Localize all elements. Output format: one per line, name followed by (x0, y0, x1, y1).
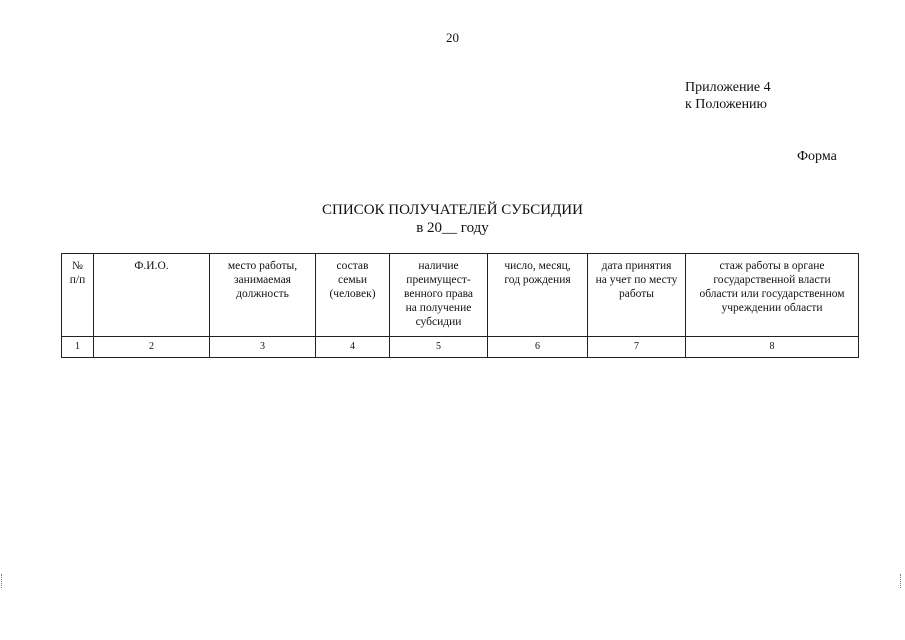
form-label: Форма (797, 149, 837, 164)
header-cell-registration-date: дата принятия на учет по месту работы (588, 254, 686, 337)
column-number-cell: 6 (488, 337, 588, 358)
column-number-cell: 5 (390, 337, 488, 358)
header-cell-birth-date: число, месяц, год рождения (488, 254, 588, 337)
header-cell-priority-right: наличие преимущест- венного права на получение субсидии (390, 254, 488, 337)
header-cell-name: Ф.И.О. (94, 254, 210, 337)
scan-margin-mark-left (1, 574, 5, 588)
appendix-reference (685, 79, 771, 113)
column-number-cell: 7 (588, 337, 686, 358)
document-title (0, 201, 905, 237)
header-cell-number: № п/п (62, 254, 94, 337)
column-number-cell: 3 (210, 337, 316, 358)
title-line-2: в 20__ году (416, 220, 489, 236)
title-line-1: СПИСОК ПОЛУЧАТЕЛЕЙ СУБСИДИИ (322, 202, 583, 218)
scan-margin-mark-right (900, 574, 904, 588)
column-number-cell: 8 (686, 337, 859, 358)
header-cell-family: состав семьи (человек) (316, 254, 390, 337)
column-number-cell: 2 (94, 337, 210, 358)
table-header-row (62, 254, 859, 337)
column-number-cell: 1 (62, 337, 94, 358)
appendix-line-2: к Положению (685, 97, 768, 112)
recipients-table (61, 253, 859, 358)
table-row (62, 337, 859, 358)
appendix-line-1: Приложение 4 (685, 80, 771, 95)
page-number: 20 (446, 30, 459, 45)
header-cell-service-length: стаж работы в органе государственной власти области или государственном учреждении области (686, 254, 859, 337)
header-cell-workplace: место работы, занимаемая должность (210, 254, 316, 337)
column-number-cell: 4 (316, 337, 390, 358)
